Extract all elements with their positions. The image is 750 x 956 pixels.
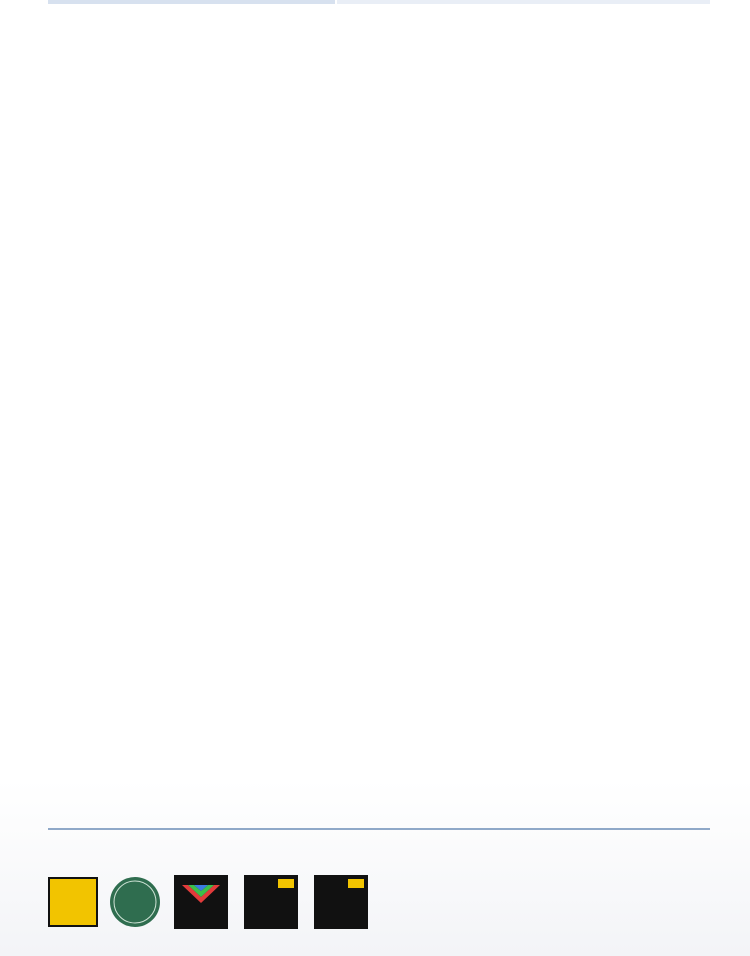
footnote [383,895,387,911]
logo-strip [48,875,378,929]
page-background [0,780,750,956]
color-gamut-logo [314,875,368,929]
color-brightness-logo [244,875,298,929]
table-top-strip [48,0,710,6]
table-bottom-rule [48,828,710,830]
trusted-brand-award-logo [108,875,162,929]
spec-table [48,0,710,6]
no1-sales-logo [48,875,98,929]
3lcd-logo [174,875,228,929]
